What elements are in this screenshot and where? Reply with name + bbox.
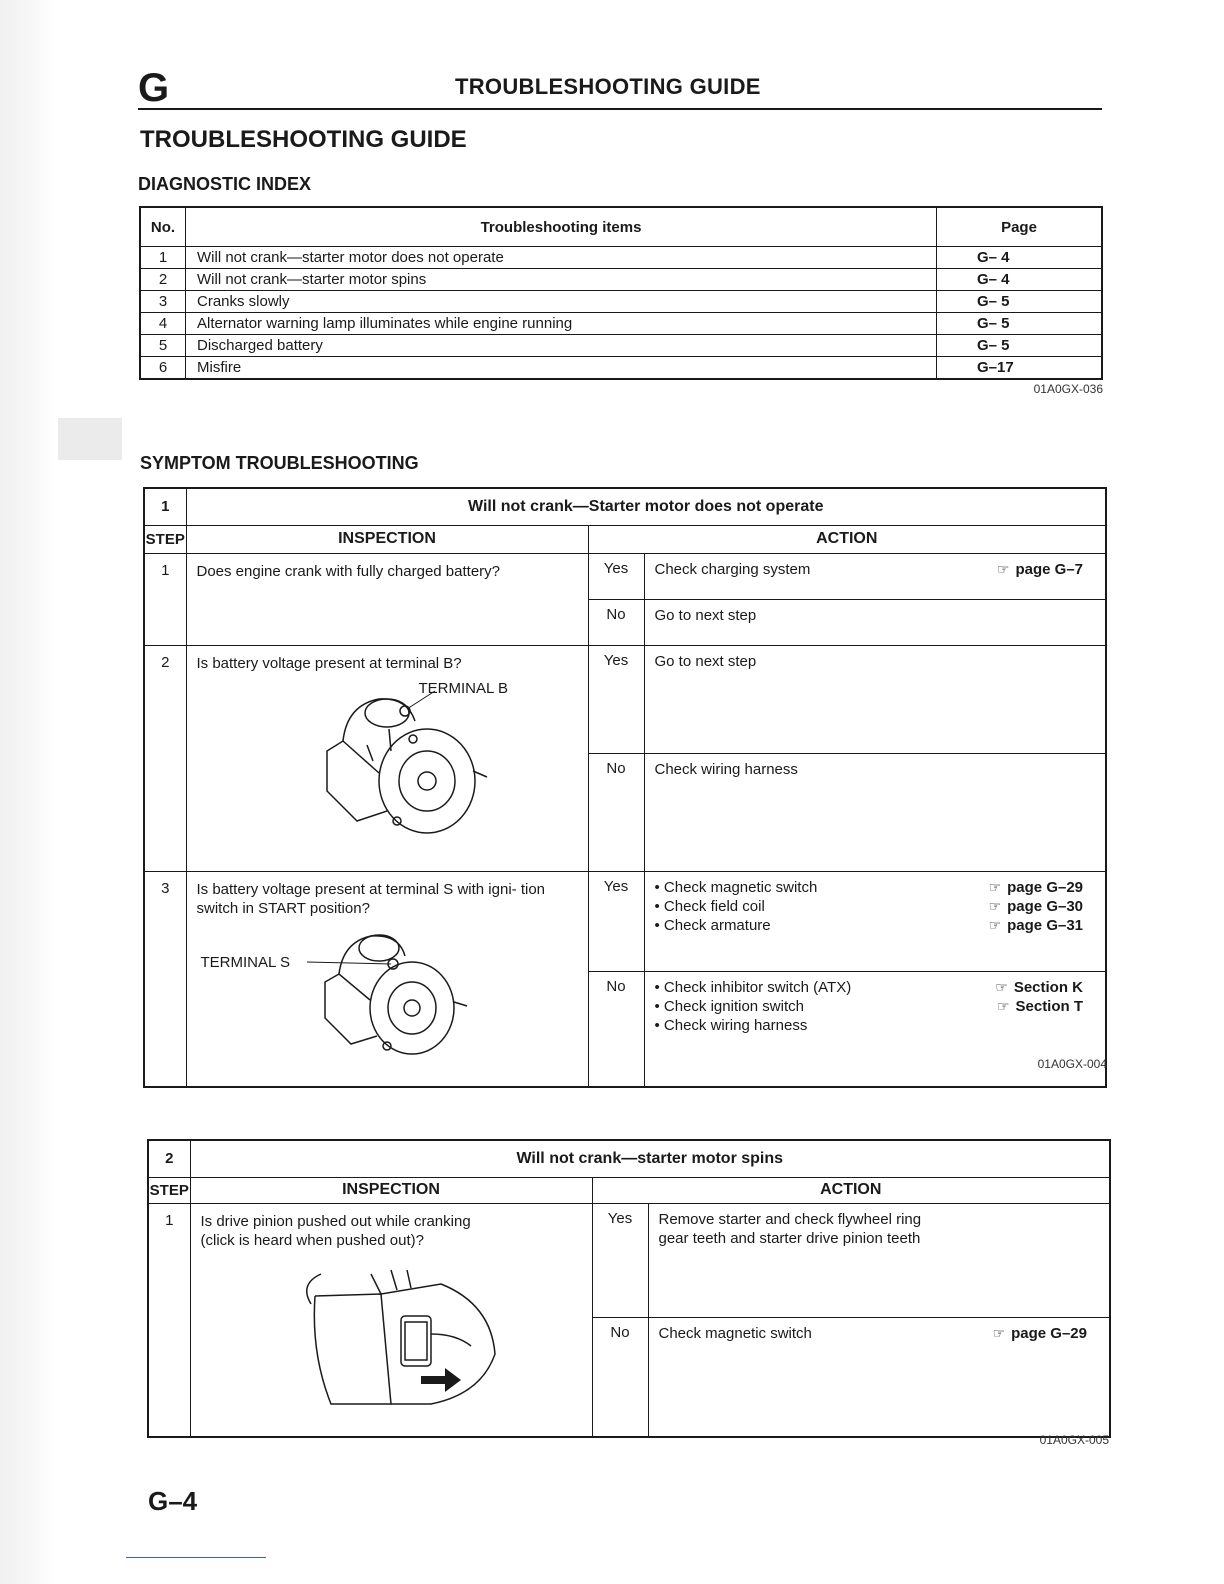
yes-actions <box>644 871 1106 972</box>
inspection-text-line: Is drive pinion pushed out while cranking <box>200 1212 471 1230</box>
col-items: Troubleshooting items <box>186 207 937 247</box>
action-text: • Check ignition switch <box>654 998 804 1016</box>
reference-hand-icon: ☞ <box>988 878 1002 895</box>
row-item: Will not crank—starter motor spins <box>186 269 937 291</box>
row-page: G– 4 <box>937 247 1103 269</box>
figure-code: 01A0GX-005 <box>1039 1433 1109 1447</box>
row-no: 5 <box>140 335 186 357</box>
reference-text: page G–7 <box>1015 560 1084 578</box>
symptom-heading: SYMPTOM TROUBLESHOOTING <box>140 453 419 473</box>
section-letter: G <box>138 66 170 110</box>
table-row <box>140 313 1102 335</box>
footer-link-line <box>126 1557 266 1558</box>
symptom-number: 2 <box>148 1140 190 1177</box>
step-header: STEP <box>144 525 186 553</box>
action-header: ACTION <box>592 1177 1110 1203</box>
table-header-row <box>140 207 1102 247</box>
table-row <box>140 291 1102 313</box>
reference-text: Section K <box>1013 979 1084 997</box>
page-number: G–4 <box>148 1486 198 1516</box>
row-page: G– 5 <box>937 313 1103 335</box>
starter-motor-illustration <box>287 681 547 851</box>
starter-motor-illustration <box>307 918 537 1068</box>
table-row <box>140 269 1102 291</box>
row-item: Misfire <box>186 357 937 380</box>
col-no: No. <box>140 207 186 247</box>
symptom-title: Will not crank—Starter motor does not operate <box>186 488 1106 525</box>
inspection-text: Is battery voltage present at terminal S with igni- tion switch in START position? <box>196 880 546 917</box>
reference-hand-icon: ☞ <box>996 560 1010 577</box>
scan-mark <box>58 418 122 460</box>
step-number: 1 <box>144 553 186 645</box>
page-title: TROUBLESHOOTING GUIDE <box>140 126 467 153</box>
table-row <box>144 871 1106 972</box>
table-row <box>148 1203 1110 1317</box>
action-text: • Check wiring harness <box>654 1017 808 1035</box>
row-page: G– 5 <box>937 291 1103 313</box>
inspection-text: Does engine crank with fully charged battery? <box>186 553 588 645</box>
reference-text: page G–29 <box>1011 1324 1087 1342</box>
table-row <box>140 335 1102 357</box>
table-header-row <box>144 525 1106 553</box>
row-no: 3 <box>140 291 186 313</box>
no-label: No <box>588 599 644 645</box>
inspection-header: INSPECTION <box>186 525 588 553</box>
symptom-table-2 <box>147 1139 1111 1438</box>
no-label: No <box>588 972 644 1087</box>
page-reference <box>997 997 1083 1016</box>
yes-action <box>644 553 1106 599</box>
no-action <box>648 1317 1110 1437</box>
step-header: STEP <box>148 1177 190 1203</box>
reference-text: page G–30 <box>1007 897 1084 915</box>
no-label: No <box>588 754 644 871</box>
figure-code: 01A0GX-036 <box>1033 382 1103 396</box>
page-reference <box>997 560 1083 579</box>
table-header-row <box>148 1177 1110 1203</box>
table-title-row <box>148 1140 1110 1177</box>
yes-action <box>648 1203 1110 1317</box>
reference-hand-icon: ☞ <box>995 979 1008 996</box>
table-row <box>144 553 1106 599</box>
row-no: 2 <box>140 269 186 291</box>
page-edge-shadow <box>0 0 56 1584</box>
starter-motor-figure <box>197 918 578 1078</box>
step-number: 2 <box>144 645 186 871</box>
row-no: 6 <box>140 357 186 380</box>
yes-label: Yes <box>588 871 644 972</box>
action-text: • Check magnetic switch <box>654 878 818 896</box>
figure-code: 01A0GX-004 <box>1037 1057 1107 1071</box>
step-number: 3 <box>144 871 186 1087</box>
row-page: G–17 <box>937 357 1103 380</box>
symptom-title: Will not crank—starter motor spins <box>190 1140 1110 1177</box>
page-reference <box>995 978 1083 997</box>
diagnostic-index-heading: DIAGNOSTIC INDEX <box>138 174 312 194</box>
col-page: Page <box>937 207 1103 247</box>
row-item: Will not crank—starter motor does not operate <box>186 247 937 269</box>
reference-text: page G–29 <box>1007 878 1084 896</box>
row-no: 4 <box>140 313 186 335</box>
no-action: Go to next step <box>644 599 1106 645</box>
action-text: Check charging system <box>654 560 811 578</box>
running-title: TROUBLESHOOTING GUIDE <box>455 74 761 99</box>
table-row <box>140 247 1102 269</box>
action-text-line: gear teeth and starter drive pinion teeth <box>658 1229 921 1247</box>
action-text: • Check armature <box>654 916 771 934</box>
row-item: Discharged battery <box>186 335 937 357</box>
reference-hand-icon: ☞ <box>992 1324 1006 1341</box>
inspection-cell <box>190 1203 592 1437</box>
symptom-number: 1 <box>144 488 186 525</box>
row-no: 1 <box>140 247 186 269</box>
table-title-row <box>144 488 1106 525</box>
yes-label: Yes <box>588 645 644 754</box>
inspection-header: INSPECTION <box>190 1177 592 1203</box>
reference-hand-icon: ☞ <box>988 916 1002 933</box>
page-reference <box>993 1324 1087 1343</box>
drive-pinion-illustration <box>281 1264 521 1414</box>
row-page: G– 4 <box>937 269 1103 291</box>
header-rule <box>138 108 1102 110</box>
table-row <box>140 357 1102 380</box>
step-number: 1 <box>148 1203 190 1437</box>
no-action: Check wiring harness <box>644 754 1106 871</box>
inspection-text-line: (click is heard when pushed out)? <box>200 1231 424 1249</box>
inspection-cell <box>186 871 588 1087</box>
action-text: Check magnetic switch <box>658 1324 812 1342</box>
reference-hand-icon: ☞ <box>996 998 1010 1015</box>
inspection-text: Is battery voltage present at terminal B? <box>196 654 462 672</box>
reference-text: Section T <box>1015 998 1084 1016</box>
yes-action: Go to next step <box>644 645 1106 754</box>
page-reference <box>989 897 1083 916</box>
page-reference <box>989 878 1083 897</box>
reference-hand-icon: ☞ <box>988 897 1002 914</box>
yes-label: Yes <box>588 553 644 599</box>
terminal-s-label: TERMINAL S <box>200 953 290 971</box>
diagnostic-index-table <box>139 206 1103 380</box>
action-text-line: Remove starter and check flywheel ring <box>658 1210 922 1228</box>
row-page: G– 5 <box>937 335 1103 357</box>
action-text: • Check inhibitor switch (ATX) <box>654 979 852 997</box>
symptom-table-1 <box>143 487 1107 1088</box>
yes-label: Yes <box>592 1203 648 1317</box>
terminal-b-label: TERMINAL B <box>418 679 508 697</box>
reference-text: page G–31 <box>1007 916 1084 934</box>
row-item: Alternator warning lamp illuminates while engine running <box>186 313 937 335</box>
page-reference <box>989 916 1083 935</box>
starter-motor-figure <box>197 673 578 863</box>
table-row <box>144 645 1106 754</box>
row-item: Cranks slowly <box>186 291 937 313</box>
no-label: No <box>592 1317 648 1437</box>
inspection-cell <box>186 645 588 871</box>
action-header: ACTION <box>588 525 1106 553</box>
action-text: • Check field coil <box>654 897 765 915</box>
